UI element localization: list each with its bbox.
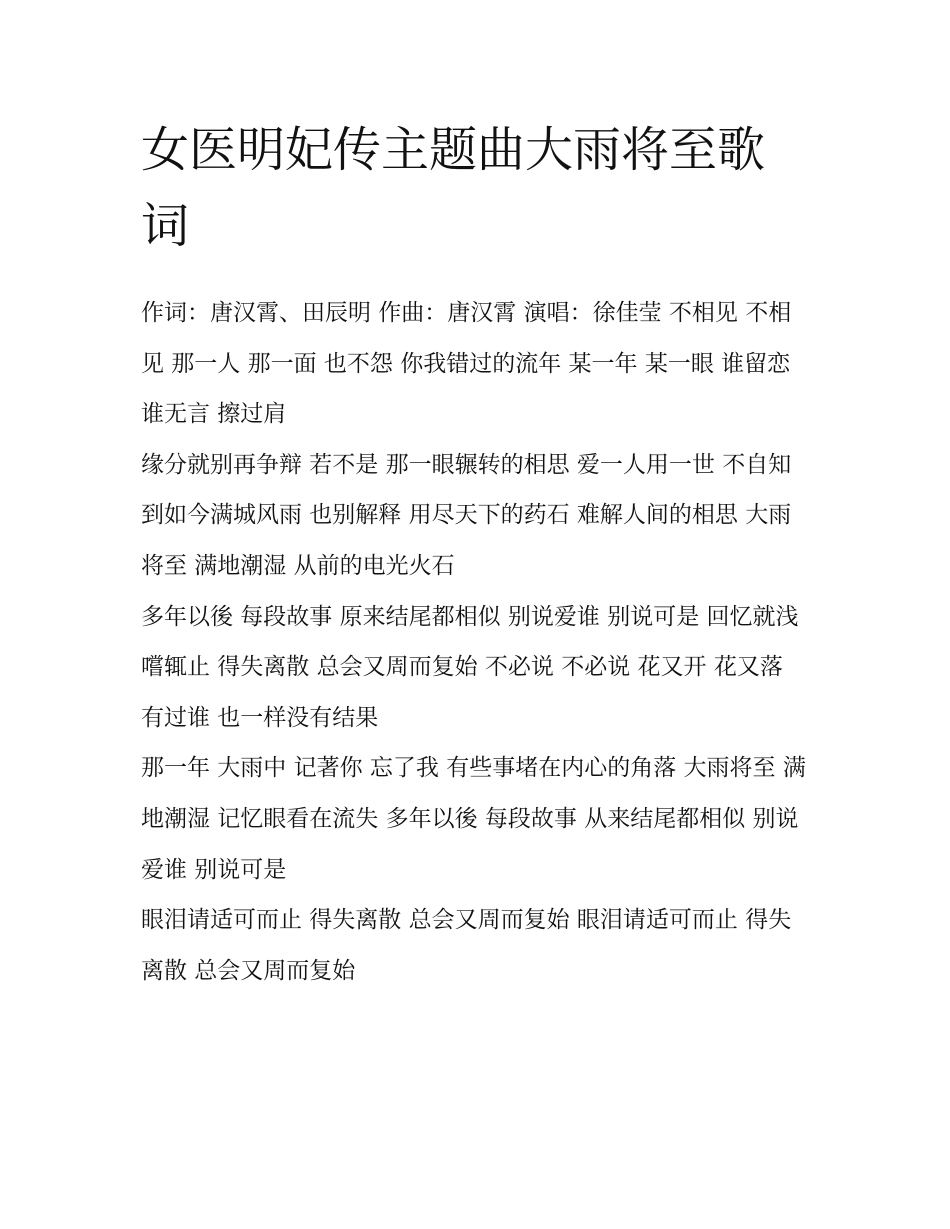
document-title: 女医明妃传主题曲大雨将至歌词 [141, 122, 766, 254]
lyrics-paragraph-1: 作词：唐汉霄、田辰明 作曲：唐汉霄 演唱：徐佳莹 不相见 不相见 那一人 那一面 也不怨 你我错过的流年 某一年 某一眼 谁留恋 谁无言 擦过肩 [141, 300, 792, 428]
lyrics-body [141, 288, 806, 996]
lyrics-paragraph-5: 眼泪请适可而止 得失离散 总会又周而复始 眼泪请适可而止 得失离散 总会又周而复始 [141, 907, 792, 984]
lyrics-paragraph-4: 那一年 大雨中 记著你 忘了我 有些事堵在内心的角落 大雨将至 满地潮湿 记忆眼看在流失 多年以後 每段故事 从来结尾都相似 别说爱谁 别说可是 [141, 755, 806, 883]
lyrics-paragraph-2: 缘分就别再争辩 若不是 那一眼辗转的相思 爱一人用一世 不自知 到如今满城风雨 也别解释 用尽天下的药石 难解人间的相思 大雨将至 满地潮湿 从前的电光火石 [141, 451, 792, 579]
document-content [141, 112, 806, 996]
lyrics-paragraph-3: 多年以後 每段故事 原来结尾都相似 别说爱谁 别说可是 回忆就浅嚐辄止 得失离散 总会又周而复始 不必说 不必说 花又开 花又落 有过谁 也一样没有结果 [141, 603, 799, 731]
